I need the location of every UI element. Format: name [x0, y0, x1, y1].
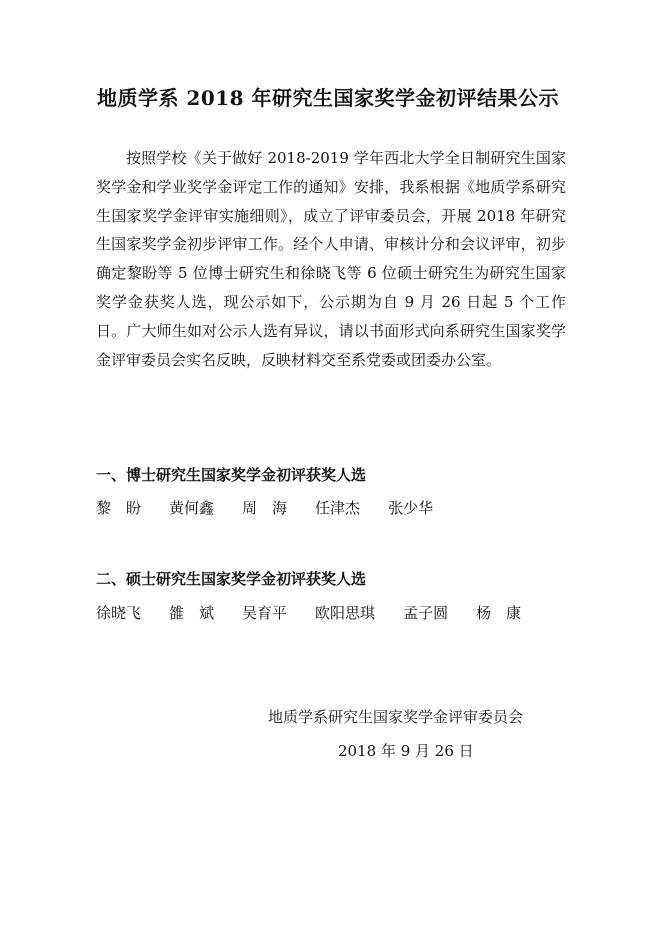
masters-name: 杨 康	[476, 604, 522, 622]
phd-name: 黄何鑫	[169, 499, 215, 517]
phd-name: 张少华	[388, 499, 434, 517]
signature-date: 2018 年 9 月 26 日	[338, 742, 474, 760]
masters-name: 欧阳思琪	[315, 604, 376, 622]
announcement-paragraph: 按照学校《关于做好 2018-2019 学年西北大学全日制研究生国家奖学金和学业奖学金评定工作的通知》安排，我系根据《地质学系研究生国家奖学金评审实施细则》，成立了评审委员会，开展 2018 年研究生国家奖学金初步评审工作。经个人申请、审核计分和会议评审，初步确定黎盼等 5 位博士研究生和徐晓飞等 6 位硕士研究生为研究生国家奖学金获奖人选，现公示如下，公示期为自 9 月 26 日起 5 个工作日。广大师生如对公示人选有异议，请以书面形式向系研究生国家奖学金评审委员会实名反映，反映材料交至系党委或团委办公室。	[96, 149, 566, 369]
masters-name: 吴育平	[242, 604, 288, 622]
masters-name: 孟子圆	[403, 604, 449, 622]
phd-name: 黎 盼	[96, 499, 142, 517]
phd-section-heading: 一、博士研究生国家奖学金初评获奖人选	[96, 466, 367, 484]
signature-committee: 地质学系研究生国家奖学金评审委员会	[268, 708, 524, 726]
phd-name: 任津杰	[315, 499, 361, 517]
masters-names-list	[96, 602, 549, 624]
phd-names-list	[96, 497, 461, 519]
phd-name: 周 海	[242, 499, 288, 517]
masters-name: 雒 斌	[169, 604, 215, 622]
masters-section-heading: 二、硕士研究生国家奖学金初评获奖人选	[96, 570, 367, 588]
document-title: 地质学系 2018 年研究生国家奖学金初评结果公示	[96, 86, 560, 110]
masters-name: 徐晓飞	[96, 604, 142, 622]
